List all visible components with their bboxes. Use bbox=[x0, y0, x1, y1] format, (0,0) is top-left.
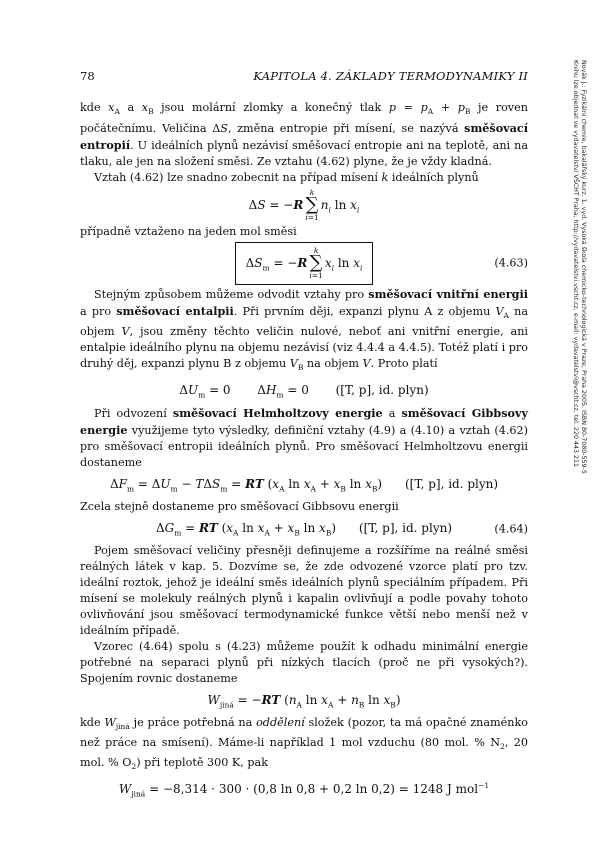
equation-number-4-64: (4.64) bbox=[494, 522, 528, 536]
equation-entropy-sum: ΔS = −R k ∑ i=1 $n_i$ $\ln x_i$ bbox=[248, 187, 360, 223]
paragraph-ideal-solution: Pojem směšovací veličiny přesněji definujeme a rozšíříme na reálné směsi reálných látek v kap. 5. Dozvíme se, že zde odvozené vzorce platí pro tzv. ideální roztok, jehož je ideální směs ideálních plynů speciálním případem. Při mísení se molekuly reálných plynů i kapalin ovlivňují a podle povahy tohoto ovlivňování jsou směšovací termodynamické funkce větší nebo menší než v ideálním případě. bbox=[80, 543, 528, 637]
paragraph-generalize: Vztah (4.62) lze snadno zobecnit na případ mísení k ideálních plynů bbox=[94, 171, 479, 185]
chapter-title: KAPITOLA 4. ZÁKLADY TERMODYNAMIKY II bbox=[253, 69, 528, 83]
paragraph-air-example: kde $W_{jiná}$ je práce potřebná na oddělení složek (pozor, ta má opačné znaménko než práce na smísení). Máme-li například 1 mol vzduchu (80 mol. % $N_2$, 20 mol. % $O_2$) při teplotě 300 K, pak bbox=[80, 715, 528, 772]
page-header bbox=[80, 69, 528, 83]
equation-number-4-63: (4.63) bbox=[494, 256, 528, 270]
paragraph-separation-energy: Vzorec (4.64) spolu s (4.23) můžeme použít k odhadu minimální energie potřebné na separaci plynů při nízkých tlacích (proč ne při vysokých?). Spojením rovnic dostaneme bbox=[80, 639, 528, 685]
equation-air-result: $W_{jiná} = -8,314 \cdot 300 \cdot (0,8$ ln 0,8 + 0,2 ln 0,2) = 1248 J mol$^{-1}$ bbox=[118, 780, 490, 799]
side-note-line1: Novák J.: Fyzikální chemie, bakalářský kurz. 1. vyd. Vysoká škola chemicko-technologická v Praze, Praha 2005. ISBN 80-7080-559-5 bbox=[580, 60, 587, 474]
equation-separation-work: $W_{jiná} = -RT$ ($n_A$ $\ln x_A + n_B$ $\ln x_B$) bbox=[207, 692, 401, 709]
paragraph-mixing-entropy: kde $x_A$ a $x_B$ jsou molární zlomky a konečný tlak $p = p_A + p_B$ je roven počátečnímu. Veličina ΔS, změna entropie při mísení, se nazývá směšovací entropií. U ideálních plynů nezávisí směšovací entropie ani na teplotě, ani na tlaku, ale jen na složení směsi. Ze vztahu (4.62) plyne, že je vždy kladná. bbox=[80, 101, 528, 169]
paragraph-internal-energy: Stejným způsobem můžeme odvodit vztahy pro směšovací vnitřní energii a pro směšovací entalpii. Při prvním ději, expanzi plynu A z objemu $V_A$ na objem V, jsou změny těchto veličin nulové, neboť ani vnitřní energie, ani entalpie ideálního plynu na objemu nezávisí (viz 4.4.4 a 4.4.5). Totéž platí i pro druhý děj, expanzi plynu B z objemu $V_B$ na objem V. Proto platí bbox=[80, 287, 529, 373]
equation-4-63: $\Delta S_m = -R$ k ∑ i=1 $x_i$ $\ln x_i$ (4.63) bbox=[80, 244, 528, 282]
equation-helmholtz: $\Delta F_m = \Delta U_m - T\Delta S_m$ = RT ($x_A$ $\ln x_A + x_B$ $\ln x_B$) ([T, p], id. plyn) bbox=[109, 476, 499, 493]
equation-4-64: $\Delta G_m$ = RT ($x_A$ $\ln x_A + x_B$ $\ln x_B$) ([T, p], id. plyn) (4.64) bbox=[155, 520, 528, 537]
page-number: 78 bbox=[80, 69, 95, 83]
page-body bbox=[80, 100, 528, 803]
paragraph-helmholtz-gibbs: Při odvození směšovací Helmholtzovy energie a směšovací Gibbsovy energie využijeme tyto výsledky, definiční vztahy (4.9) a (4.10) a vztah (4.62) pro směšovací entropii ideálních plynů. Pro směšovací Helmholtzovu energii dostaneme bbox=[80, 405, 528, 469]
paragraph-per-mole: případně vztaženo na jeden mol směsi bbox=[80, 225, 297, 239]
term-mixing-entropy: směšovací entropií bbox=[80, 121, 528, 153]
side-note-line2: Knihu lze objednat ve vydavatelství VŠCHT Praha, http://vydavatelstvi.vscht.cz, e-mail: vydavatelstvi@vscht.cz, tel. 220 443 211 bbox=[572, 60, 579, 467]
equation-zero-mixing: $\Delta U_m = 0$ $\Delta H_m = 0$ ([T, p], id. plyn) bbox=[179, 382, 429, 399]
paragraph-gibbs-same: Zcela stejně dostaneme pro směšovací Gibbsovu energii bbox=[80, 499, 399, 513]
side-copyright-note bbox=[571, 60, 587, 474]
